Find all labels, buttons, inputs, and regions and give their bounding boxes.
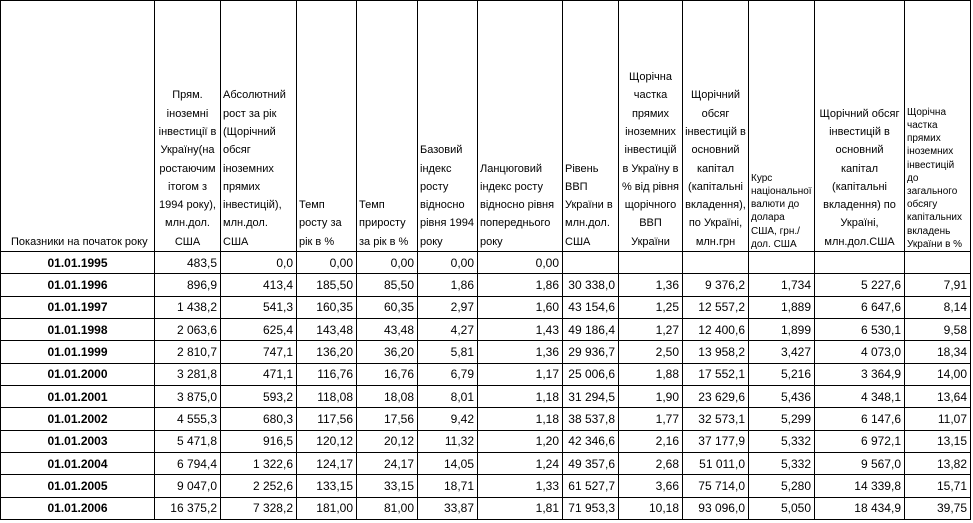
cell-fdi-share-capital: 13,64 <box>905 385 971 407</box>
cell-increase-rate: 17,56 <box>357 408 418 430</box>
row-date: 01.01.1998 <box>1 318 155 340</box>
header-row <box>1 1 971 252</box>
cell-base-index: 2,97 <box>418 296 478 318</box>
cell-growth-rate: 143,48 <box>297 318 357 340</box>
header-growth-rate: Темп росту за рік в % <box>297 1 357 252</box>
cell-growth-rate: 0,00 <box>297 252 357 274</box>
cell-increase-rate: 60,35 <box>357 296 418 318</box>
cell-gdp: 61 527,7 <box>563 475 619 497</box>
cell-fdi-share-gdp: 2,50 <box>619 341 683 363</box>
cell-absolute-growth: 2 252,6 <box>221 475 297 497</box>
cell-absolute-growth: 7 328,2 <box>221 497 297 519</box>
cell-gdp: 38 537,8 <box>563 408 619 430</box>
cell-fdi-cumulative: 2 810,7 <box>155 341 221 363</box>
row-date: 01.01.2005 <box>1 475 155 497</box>
cell-base-index: 4,27 <box>418 318 478 340</box>
cell-absolute-growth: 413,4 <box>221 274 297 296</box>
cell-chain-index: 1,20 <box>478 430 563 452</box>
cell-base-index: 0,00 <box>418 252 478 274</box>
cell-increase-rate: 33,15 <box>357 475 418 497</box>
cell-growth-rate: 133,15 <box>297 475 357 497</box>
cell-capital-investment-usd: 9 567,0 <box>815 452 905 474</box>
cell-exchange-rate: 1,734 <box>749 274 815 296</box>
cell-exchange-rate: 5,216 <box>749 363 815 385</box>
cell-fdi-cumulative: 2 063,6 <box>155 318 221 340</box>
cell-capital-investment-uah: 17 552,1 <box>683 363 749 385</box>
cell-growth-rate: 181,00 <box>297 497 357 519</box>
cell-chain-index: 1,18 <box>478 385 563 407</box>
cell-fdi-cumulative: 1 438,2 <box>155 296 221 318</box>
cell-gdp: 29 936,7 <box>563 341 619 363</box>
cell-gdp: 30 338,0 <box>563 274 619 296</box>
cell-fdi-share-capital: 13,82 <box>905 452 971 474</box>
cell-chain-index: 1,17 <box>478 363 563 385</box>
cell-fdi-cumulative: 4 555,3 <box>155 408 221 430</box>
cell-gdp: 49 357,6 <box>563 452 619 474</box>
row-date: 01.01.2000 <box>1 363 155 385</box>
cell-fdi-share-gdp: 2,68 <box>619 452 683 474</box>
cell-base-index: 8,01 <box>418 385 478 407</box>
cell-capital-investment-uah: 32 573,1 <box>683 408 749 430</box>
header-gdp: Рівень ВВП України в млн.дол. США <box>563 1 619 252</box>
table-row <box>1 497 971 519</box>
cell-exchange-rate: 5,436 <box>749 385 815 407</box>
cell-chain-index: 1,86 <box>478 274 563 296</box>
row-date: 01.01.1997 <box>1 296 155 318</box>
header-fdi-share-capital: Щорічна частка прямих іноземних інвестицій до загального обсягу капітальних вкладень України в % <box>905 1 971 252</box>
cell-fdi-share-gdp: 1,27 <box>619 318 683 340</box>
cell-increase-rate: 36,20 <box>357 341 418 363</box>
header-chain-index: Ланцюговий індекс росту відносно рівня попереднього року <box>478 1 563 252</box>
cell-absolute-growth: 916,5 <box>221 430 297 452</box>
cell-capital-investment-uah: 9 376,2 <box>683 274 749 296</box>
cell-growth-rate: 124,17 <box>297 452 357 474</box>
cell-increase-rate: 18,08 <box>357 385 418 407</box>
cell-capital-investment-usd: 4 348,1 <box>815 385 905 407</box>
cell-capital-investment-usd: 3 364,9 <box>815 363 905 385</box>
cell-base-index: 9,42 <box>418 408 478 430</box>
cell-capital-investment-uah: 23 629,6 <box>683 385 749 407</box>
row-date: 01.01.2003 <box>1 430 155 452</box>
cell-capital-investment-usd: 14 339,8 <box>815 475 905 497</box>
header-fdi-share-gdp: Щорічна частка прямих іноземних інвестицій в Україну в % від рівня щорічного ВВП України <box>619 1 683 252</box>
cell-base-index: 11,32 <box>418 430 478 452</box>
header-fdi-cumulative: Прям. іноземні інвестиції в Україну(на ростаючим ітогом з 1994 року), млн.дол. США <box>155 1 221 252</box>
cell-fdi-share-gdp: 3,66 <box>619 475 683 497</box>
cell-fdi-share-gdp: 10,18 <box>619 497 683 519</box>
cell-fdi-cumulative: 16 375,2 <box>155 497 221 519</box>
cell-base-index: 14,05 <box>418 452 478 474</box>
cell-fdi-cumulative: 9 047,0 <box>155 475 221 497</box>
cell-base-index: 6,79 <box>418 363 478 385</box>
row-date: 01.01.2001 <box>1 385 155 407</box>
table-row <box>1 341 971 363</box>
cell-increase-rate: 0,00 <box>357 252 418 274</box>
cell-chain-index: 1,43 <box>478 318 563 340</box>
cell-fdi-share-gdp: 1,77 <box>619 408 683 430</box>
cell-growth-rate: 116,76 <box>297 363 357 385</box>
cell-fdi-share-gdp: 1,25 <box>619 296 683 318</box>
header-indicator: Показники на початок року <box>1 1 155 252</box>
cell-increase-rate: 85,50 <box>357 274 418 296</box>
cell-chain-index: 1,36 <box>478 341 563 363</box>
cell-absolute-growth: 747,1 <box>221 341 297 363</box>
cell-capital-investment-usd: 4 073,0 <box>815 341 905 363</box>
cell-fdi-share-gdp: 1,36 <box>619 274 683 296</box>
cell-growth-rate: 136,20 <box>297 341 357 363</box>
table-row <box>1 296 971 318</box>
header-increase-rate: Темп приросту за рік в % <box>357 1 418 252</box>
table-row <box>1 385 971 407</box>
cell-capital-investment-usd: 5 227,6 <box>815 274 905 296</box>
row-date: 01.01.2004 <box>1 452 155 474</box>
cell-growth-rate: 185,50 <box>297 274 357 296</box>
cell-increase-rate: 16,76 <box>357 363 418 385</box>
cell-absolute-growth: 593,2 <box>221 385 297 407</box>
cell-fdi-share-capital: 13,15 <box>905 430 971 452</box>
cell-capital-investment-uah: 12 557,2 <box>683 296 749 318</box>
cell-capital-investment-usd: 6 972,1 <box>815 430 905 452</box>
cell-gdp: 49 186,4 <box>563 318 619 340</box>
cell-growth-rate: 118,08 <box>297 385 357 407</box>
cell-base-index: 18,71 <box>418 475 478 497</box>
cell-exchange-rate: 5,332 <box>749 430 815 452</box>
cell-chain-index: 1,60 <box>478 296 563 318</box>
cell-fdi-share-capital: 9,58 <box>905 318 971 340</box>
cell-exchange-rate: 5,050 <box>749 497 815 519</box>
cell-increase-rate: 20,12 <box>357 430 418 452</box>
cell-fdi-share-gdp: 2,16 <box>619 430 683 452</box>
table-row <box>1 274 971 296</box>
cell-fdi-cumulative: 6 794,4 <box>155 452 221 474</box>
cell-fdi-share-capital: 15,71 <box>905 475 971 497</box>
cell-capital-investment-uah: 13 958,2 <box>683 341 749 363</box>
cell-fdi-share-gdp <box>619 252 683 274</box>
cell-fdi-share-capital: 18,34 <box>905 341 971 363</box>
cell-absolute-growth: 471,1 <box>221 363 297 385</box>
cell-fdi-share-capital: 8,14 <box>905 296 971 318</box>
cell-gdp: 43 154,6 <box>563 296 619 318</box>
header-exchange-rate: Курс національної валюти до долара США, грн./дол. США <box>749 1 815 252</box>
cell-gdp: 71 953,3 <box>563 497 619 519</box>
cell-chain-index: 1,18 <box>478 408 563 430</box>
table-row <box>1 430 971 452</box>
cell-capital-investment-uah: 12 400,6 <box>683 318 749 340</box>
cell-capital-investment-usd: 6 647,6 <box>815 296 905 318</box>
cell-capital-investment-usd <box>815 252 905 274</box>
row-date: 01.01.1995 <box>1 252 155 274</box>
cell-absolute-growth: 1 322,6 <box>221 452 297 474</box>
cell-chain-index: 1,81 <box>478 497 563 519</box>
cell-growth-rate: 117,56 <box>297 408 357 430</box>
cell-base-index: 5,81 <box>418 341 478 363</box>
cell-increase-rate: 81,00 <box>357 497 418 519</box>
cell-fdi-cumulative: 896,9 <box>155 274 221 296</box>
cell-capital-investment-usd: 18 434,9 <box>815 497 905 519</box>
cell-fdi-cumulative: 3 875,0 <box>155 385 221 407</box>
row-date: 01.01.2002 <box>1 408 155 430</box>
table-row <box>1 363 971 385</box>
cell-absolute-growth: 625,4 <box>221 318 297 340</box>
cell-exchange-rate: 5,299 <box>749 408 815 430</box>
table-row <box>1 252 971 274</box>
cell-absolute-growth: 541,3 <box>221 296 297 318</box>
cell-fdi-cumulative: 3 281,8 <box>155 363 221 385</box>
cell-fdi-share-capital: 39,75 <box>905 497 971 519</box>
header-base-index: Базовий індекс росту відносно рівня 1994 року <box>418 1 478 252</box>
table-row <box>1 452 971 474</box>
table-row <box>1 318 971 340</box>
header-capital-investment-uah: Щорічний обсяг інвестицій в основний капітал (капітальні вкладення), по Україні, млн.грн <box>683 1 749 252</box>
cell-gdp: 25 006,6 <box>563 363 619 385</box>
row-date: 01.01.1999 <box>1 341 155 363</box>
cell-absolute-growth: 0,0 <box>221 252 297 274</box>
cell-growth-rate: 120,12 <box>297 430 357 452</box>
cell-capital-investment-uah: 51 011,0 <box>683 452 749 474</box>
cell-chain-index: 1,24 <box>478 452 563 474</box>
cell-capital-investment-uah: 75 714,0 <box>683 475 749 497</box>
cell-base-index: 1,86 <box>418 274 478 296</box>
cell-increase-rate: 43,48 <box>357 318 418 340</box>
cell-capital-investment-uah: 93 096,0 <box>683 497 749 519</box>
cell-fdi-share-capital: 7,91 <box>905 274 971 296</box>
cell-capital-investment-usd: 6 147,6 <box>815 408 905 430</box>
table-row <box>1 475 971 497</box>
cell-gdp: 42 346,6 <box>563 430 619 452</box>
cell-fdi-cumulative: 5 471,8 <box>155 430 221 452</box>
cell-exchange-rate: 1,889 <box>749 296 815 318</box>
cell-gdp <box>563 252 619 274</box>
cell-capital-investment-uah: 37 177,9 <box>683 430 749 452</box>
cell-capital-investment-uah <box>683 252 749 274</box>
cell-chain-index: 1,33 <box>478 475 563 497</box>
cell-chain-index: 0,00 <box>478 252 563 274</box>
cell-fdi-share-capital: 14,00 <box>905 363 971 385</box>
cell-fdi-share-gdp: 1,88 <box>619 363 683 385</box>
cell-fdi-cumulative: 483,5 <box>155 252 221 274</box>
cell-exchange-rate <box>749 252 815 274</box>
row-date: 01.01.2006 <box>1 497 155 519</box>
cell-exchange-rate: 3,427 <box>749 341 815 363</box>
cell-fdi-share-capital <box>905 252 971 274</box>
table-row <box>1 408 971 430</box>
cell-gdp: 31 294,5 <box>563 385 619 407</box>
cell-absolute-growth: 680,3 <box>221 408 297 430</box>
cell-fdi-share-capital: 11,07 <box>905 408 971 430</box>
cell-exchange-rate: 1,899 <box>749 318 815 340</box>
cell-fdi-share-gdp: 1,90 <box>619 385 683 407</box>
header-capital-investment-usd: Щорічний обсяг інвестицій в основний капітал (капітальні вкладення) по Україні, млн.дол.США <box>815 1 905 252</box>
cell-exchange-rate: 5,280 <box>749 475 815 497</box>
header-absolute-growth: Абсолютний рост за рік (Щорічний обсяг іноземних прямих інвестицій), млн.дол. США <box>221 1 297 252</box>
row-date: 01.01.1996 <box>1 274 155 296</box>
cell-exchange-rate: 5,332 <box>749 452 815 474</box>
cell-increase-rate: 24,17 <box>357 452 418 474</box>
cell-base-index: 33,87 <box>418 497 478 519</box>
cell-capital-investment-usd: 6 530,1 <box>815 318 905 340</box>
cell-growth-rate: 160,35 <box>297 296 357 318</box>
